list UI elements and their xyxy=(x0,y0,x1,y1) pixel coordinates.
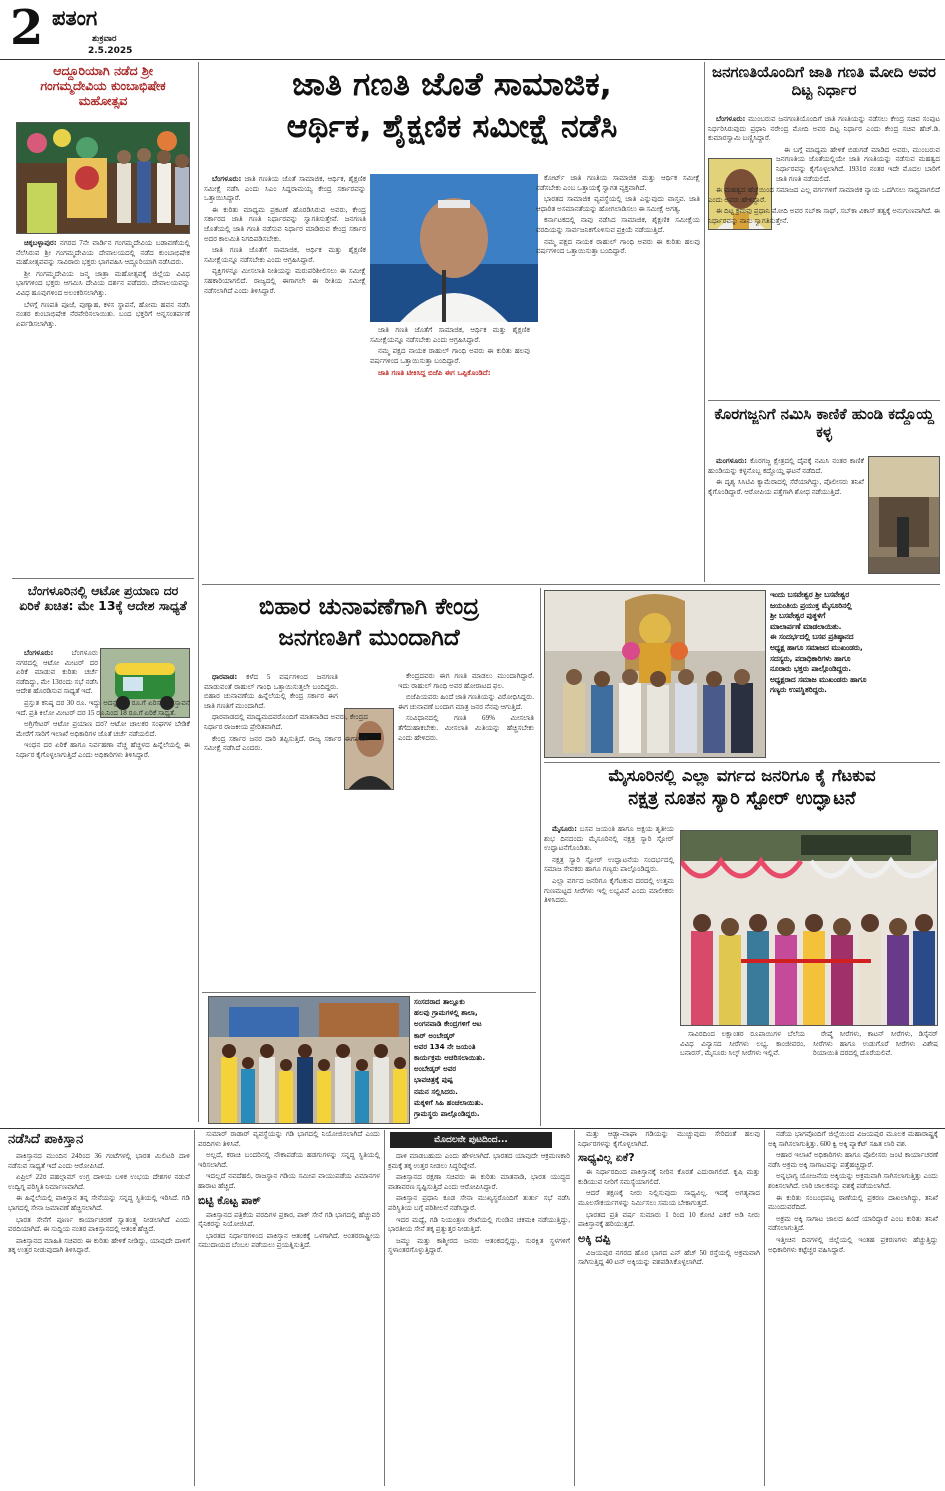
right-mid-headline: ಕೊರಗಜ್ಜನಿಗೆ ನಮಿಸಿ ಕಾಣಿಕೆ ಹುಂಡಿ ಕದ್ದೊಯ್ದ ಕಳ್ಳ xyxy=(714,405,934,441)
left-story-2-dateline: ಬೆಂಗಳೂರು: xyxy=(24,648,54,657)
bottom-col-2: ಸುಮಾರ್ ರಾಡಾರ್ ವ್ಯವಸ್ಥೆಯನ್ನು ಗಡಿ ಭಾಗದಲ್ಲಿ ನಿಯೋಜಿಸಲಾಗಿದೆ ಎಂದು ವರದಿಗಳು ತಿಳಿಸಿವೆ. ಅಲ್ಲದೆ, ಕರಾಚಿ ಬಂದರಿನಲ್ಲಿ ನೌಕಾಪಡೆಯ ಹಡಗುಗಳನ್ನು ಸನ್ನದ್ಧ ಸ್ಥಿತಿಯಲ್ಲಿ ಇರಿಸಲಾಗಿದೆ. ಇದಲ್ಲದೆ ನವದೆಹಲಿ, ರಾಜಸ್ಥಾನ ಗಡಿಯ ಸಮೀಪ ವಾಯುಪಡೆಯ ವಿಮಾನಗಳ ಹಾರಾಟ ಹೆಚ್ಚಿದೆ. ಬಿಟ್ಟಿ ಕೊಟ್ಟ ಪಾಕ್ ಪಾಕಿಸ್ತಾನದ ಪತ್ರಿಕೆಯ ವರದಿಗಳ ಪ್ರಕಾರ, ಪಾಕ್ ಸೇನೆ ಗಡಿ ಭಾಗದಲ್ಲಿ ಹೆಚ್ಚುವರಿ ಸೈನಿಕರನ್ನು ನಿಯೋಜಿಸಿದೆ. ಭಾರತದ ನಿರ್ಧಾರಗಳಿಂದ ಪಾಕಿಸ್ತಾನ ಆತಂಕಕ್ಕೆ ಒಳಗಾಗಿದೆ. ಅಂತರರಾಷ್ಟ್ರೀಯ ಸಮುದಾಯದ ಬೆಂಬಲ ಪಡೆಯಲು ಪ್ರಯತ್ನಿಸುತ್ತಿದೆ. xyxy=(198,1130,380,1250)
mysore-story xyxy=(544,766,940,1126)
right-top-body: ಬೆಂಗಳೂರು: ಮುಂಬರುವ ಜನಗಣತಿಯೊಂದಿಗೆ ಜಾತಿ ಗಣತಿಯನ್ನು ನಡೆಸಲು ಕೇಂದ್ರ ಸಚಿವ ಸಂಪುಟ ನಿರ್ಧರಿಸಿರುವುದು ಪ್ರಧಾನಿ ನರೇಂದ್ರ ಮೋದಿ ಅವರ ದಿಟ್ಟ ನಿರ್ಧಾರ ಎಂದು ಕೇಂದ್ರ ಸಚಿವ ಹೆಚ್.ಡಿ. ಕುಮಾರಸ್ವಾಮಿ ಬಣ್ಣಿಸಿದ್ದಾರೆ. ಈ ಬಗ್ಗೆ ಮಾಧ್ಯಮ ಹೇಳಿಕೆ ಬಿಡುಗಡೆ ಮಾಡಿದ ಅವರು, ಮುಂಬರುವ ಜನಗಣತಿಯ ಜೊತೆಯಲ್ಲಿಯೇ ಜಾತಿ ಗಣತಿಯನ್ನು ನಡೆಸುವ ಮಹತ್ವದ ನಿರ್ಧಾರವನ್ನು ಕೈಗೊಳ್ಳಲಾಗಿದೆ. 1931ರ ನಂತರ ಇದೇ ಮೊದಲ ಬಾರಿಗೆ ಜಾತಿ ಗಣತಿ ನಡೆಯಲಿದೆ. ಈ ಮಹತ್ವದ ಹೆಜ್ಜೆಯಿಂದ ಸಮಾಜದ ಎಲ್ಲ ವರ್ಗಗಳಿಗೆ ಸಾಮಾಜಿಕ ನ್ಯಾಯ ಒದಗಿಸಲು ಸಾಧ್ಯವಾಗಲಿದೆ ಎಂದು ಅವರು ಹೇಳಿದ್ದಾರೆ. ಈ ದಿಟ್ಟ ಕ್ರಮವು ಪ್ರಧಾನಿ ಮೋದಿ ಅವರ ಸಬ್‌ಕಾ ಸಾಥ್, ಸಬ್‌ಕಾ ವಿಕಾಸ್ ತತ್ವಕ್ಕೆ ಅನುಗುಣವಾಗಿದೆ. ಈ ನಿರ್ಧಾರವನ್ನು ನಾನು ಸ್ವಾಗತಿಸುತ್ತೇನೆ. xyxy=(708,114,940,225)
saree-store-photo-graphic xyxy=(681,831,938,1026)
bottom-col-1: ಪಾಕಿಸ್ತಾನದ ಮುಂದಿನ 24ರಿಂದ 36 ಗಂಟೆಗಳಲ್ಲಿ ಭಾರತ ಮಿಲಿಟರಿ ದಾಳಿ ನಡೆಸುವ ಸಾಧ್ಯತೆ ಇದೆ ಎಂದು ಆರೋಪಿಸಿದೆ. ಏಪ್ರಿಲ್ 22ರ ಪಹಲ್ಗಾಮ್ ಉಗ್ರ ದಾಳಿಯ ಬಳಿಕ ಉಭಯ ದೇಶಗಳ ನಡುವೆ ಉದ್ವಿಗ್ನ ಪರಿಸ್ಥಿತಿ ನಿರ್ಮಾಣವಾಗಿದೆ. ಈ ಹಿನ್ನೆಲೆಯಲ್ಲಿ ಪಾಕಿಸ್ತಾನ ತನ್ನ ಸೇನೆಯನ್ನು ಸನ್ನದ್ಧ ಸ್ಥಿತಿಯಲ್ಲಿ ಇರಿಸಿದೆ. ಗಡಿ ಭಾಗದಲ್ಲಿ ಸೇನಾ ಜಮಾವಣೆ ಹೆಚ್ಚಿಸಲಾಗಿದೆ. ಭಾರತ ಸೇನೆಗೆ ಪೂರ್ಣ ಕಾರ್ಯಾಚರಣೆ ಸ್ವಾತಂತ್ರ್ಯ ನೀಡಲಾಗಿದೆ ಎಂದು ವರದಿಯಾಗಿದೆ. ಈ ಸುದ್ದಿಯ ನಂತರ ಪಾಕಿಸ್ತಾನದಲ್ಲಿ ಆತಂಕ ಹೆಚ್ಚಿದೆ. ಪಾಕಿಸ್ತಾನದ ಮಾಹಿತಿ ಸಚಿವರು ಈ ಕುರಿತು ಹೇಳಿಕೆ ನೀಡಿದ್ದು, ಯಾವುದೇ ದಾಳಿಗೆ ತಕ್ಕ ಉತ್ತರ ನೀಡುವುದಾಗಿ ತಿಳಿಸಿದ್ದಾರೆ. xyxy=(8,1152,190,1255)
bottom-col-3: ದಾಳಿ ಮಾಡಬಹುದು ಎಂದು ಹೇಳಲಾಗಿದೆ. ಭಾರತದ ಯಾವುದೇ ಆಕ್ರಮಣಕಾರಿ ಕ್ರಮಕ್ಕೆ ತಕ್ಕ ಉತ್ತರ ನೀಡಲು ಸಿದ್ಧರಿದ್ದೇವೆ. ಪಾಕಿಸ್ತಾನದ ರಕ್ಷಣಾ ಸಚಿವರು ಈ ಕುರಿತು ಮಾತನಾಡಿ, ಭಾರತ ಯುದ್ಧದ ವಾತಾವರಣ ಸೃಷ್ಟಿಸುತ್ತಿದೆ ಎಂದು ಆರೋಪಿಸಿದ್ದಾರೆ. ಪಾಕಿಸ್ತಾನ ಪ್ರಧಾನಿ ಕೂಡ ಸೇನಾ ಮುಖ್ಯಸ್ಥರೊಂದಿಗೆ ತುರ್ತು ಸಭೆ ನಡೆಸಿ ಪರಿಸ್ಥಿತಿಯ ಬಗ್ಗೆ ಪರಿಶೀಲನೆ ನಡೆಸಿದ್ದಾರೆ. ಇದರ ಮಧ್ಯೆ, ಗಡಿ ನಿಯಂತ್ರಣ ರೇಖೆಯಲ್ಲಿ ಗುಂಡಿನ ಚಕಮಕಿ ನಡೆಯುತ್ತಿದ್ದು, ಭಾರತೀಯ ಸೇನೆ ತಕ್ಕ ಪ್ರತ್ಯುತ್ತರ ನೀಡುತ್ತಿದೆ. ಜಮ್ಮು ಮತ್ತು ಕಾಶ್ಮೀರದ ಜನರು ಆತಂಕದಲ್ಲಿದ್ದು, ಸುರಕ್ಷಿತ ಸ್ಥಳಗಳಿಗೆ ಸ್ಥಳಾಂತರಗೊಳ್ಳುತ್ತಿದ್ದಾರೆ. xyxy=(388,1152,570,1255)
right-mid-story xyxy=(708,404,940,580)
lead-story-col-1: ಬೆಂಗಳೂರು: ಜಾತಿ ಗಣತಿಯ ಜೊತೆ ಸಾಮಾಜಿಕ, ಆರ್ಥಿಕ, ಶೈಕ್ಷಣಿಕ ಸಮೀಕ್ಷೆ ನಡೆಸಿ ಎಂದು ಸಿಎಂ ಸಿದ್ದರಾಮಯ್ಯ ಕೇಂದ್ರ ಸರ್ಕಾರವನ್ನು ಒತ್ತಾಯಿಸಿದ್ದಾರೆ. ಈ ಕುರಿತು ಮಾಧ್ಯಮ ಪ್ರಕಟಣೆ ಹೊರಡಿಸಿರುವ ಅವರು, ಕೇಂದ್ರ ಸರ್ಕಾರದ ಜಾತಿ ಗಣತಿ ನಿರ್ಧಾರವನ್ನು ಸ್ವಾಗತಿಸುತ್ತೇವೆ. ಜನಗಣತಿ ಜೊತೆಯಲ್ಲಿ ಜಾತಿ ಗಣತಿ ನಡೆಸುವ ನಿರ್ಧಾರ ಮಾಡಿರುವ ಕೇಂದ್ರ ಸರ್ಕಾರ ಅದರ ಕಾಲಮಿತಿ ನಿಗದಿಪಡಿಸಬೇಕು. ಜಾತಿ ಗಣತಿ ಜೊತೆಗೆ ಸಾಮಾಜಿಕ, ಆರ್ಥಿಕ ಮತ್ತು ಶೈಕ್ಷಣಿಕ ಸಮೀಕ್ಷೆಯನ್ನೂ ನಡೆಸಬೇಕು ಎಂದು ಆಗ್ರಹಿಸಿದ್ದಾರೆ. ವ್ಯಕ್ತಿಗಳನ್ನೂ ಮೀಸಲಾತಿ ನೀತಿಯನ್ನು ಮರುಪರಿಶೀಲಿಸಲು ಈ ಸಮೀಕ್ಷೆ ಸಹಕಾರಿಯಾಗಲಿದೆ. ರಾಜ್ಯದಲ್ಲಿ ಈಗಾಗಲೇ ಈ ರೀತಿಯ ಸಮೀಕ್ಷೆ ನಡೆಸಲಾಗಿದೆ ಎಂದು ತಿಳಿಸಿದ್ದಾರೆ. xyxy=(204,174,366,295)
politician-photo-graphic xyxy=(370,174,538,322)
bottom-col-5: ನಡೆಯ ಭಾಗವೊಂದಿಗೆ ಜಿಲ್ಲೆಯಿಂದ ವಿಜಯಪುರ ಮೂಲಕ ಮಹಾರಾಷ್ಟ್ರಕ್ಕೆ ಅಕ್ಕಿ ಸಾಗಿಸಲಾಗುತ್ತಿತ್ತು. 600 ಕ್ವಿ ಅಕ್ಕಿ ಪ್ಯಾಕೆಟ್ ಸಹಿತ ಲಾರಿ ವಶ. ಆಹಾರ ಇಲಾಖೆ ಅಧಿಕಾರಿಗಳು ಹಾಗೂ ಪೊಲೀಸರು ಜಂಟಿ ಕಾರ್ಯಾಚರಣೆ ನಡೆಸಿ ಅಕ್ರಮ ಅಕ್ಕಿ ಸಾಗಾಟವನ್ನು ಪತ್ತೆಹಚ್ಚಿದ್ದಾರೆ. ಅನ್ನಭಾಗ್ಯ ಯೋಜನೆಯ ಅಕ್ಕಿಯನ್ನು ಅಕ್ರಮವಾಗಿ ಸಾಗಿಸಲಾಗುತ್ತಿತ್ತು ಎಂದು ಶಂಕಿಸಲಾಗಿದೆ. ಲಾರಿ ಚಾಲಕನನ್ನು ವಶಕ್ಕೆ ಪಡೆಯಲಾಗಿದೆ. ಈ ಕುರಿತು ಸಂಬಂಧಪಟ್ಟ ಠಾಣೆಯಲ್ಲಿ ಪ್ರಕರಣ ದಾಖಲಾಗಿದ್ದು, ತನಿಖೆ ಮುಂದುವರೆದಿದೆ. ಅಕ್ರಮ ಅಕ್ಕಿ ಸಾಗಾಟ ಜಾಲದ ಹಿಂದೆ ಯಾರಿದ್ದಾರೆ ಎಂಬ ಕುರಿತು ತನಿಖೆ ನಡೆಸಲಾಗುತ್ತಿದೆ. ಇತ್ತೀಚಿನ ದಿನಗಳಲ್ಲಿ ಜಿಲ್ಲೆಯಲ್ಲಿ ಇಂತಹ ಪ್ರಕರಣಗಳು ಹೆಚ್ಚುತ್ತಿದ್ದು ಅಧಿಕಾರಿಗಳು ಕಟ್ಟೆಚ್ಚರ ವಹಿಸಿದ್ದಾರೆ. xyxy=(768,1130,938,1254)
bihar-story xyxy=(202,588,536,990)
continued-banner: ಮೊದಲನೇ ಪುಟದಿಂದ... xyxy=(390,1132,552,1148)
mysore-col-1: ಮೈಸೂರು: ಬಸವ ಜಯಂತಿ ಹಾಗೂ ಅಕ್ಷಯ ತೃತೀಯ ಶುಭ ದಿನದಂದು ಮೈಸೂರಿನಲ್ಲಿ ನಕ್ಷತ್ರ ಸ್ಯಾರಿ ಸ್ಟೋರ್ ಉದ್ಘಾಟನೆಗೊಂಡಿತು. ನಕ್ಷತ್ರ ಸ್ಯಾರಿ ಸ್ಟೋರ್ ಉದ್ಘಾಟನೆಯ ಸಂದರ್ಭದಲ್ಲಿ ಸಮಾಜ ಸೇವಕರು ಹಾಗೂ ಗಣ್ಯರು ಪಾಲ್ಗೊಂಡಿದ್ದರು. ಎಲ್ಲಾ ವರ್ಗದ ಜನರಿಗೂ ಕೈಗೆಟಕುವ ದರದಲ್ಲಿ ಉತ್ತಮ ಗುಣಮಟ್ಟದ ಸೀರೆಗಳು ಇಲ್ಲಿ ಲಭ್ಯವಿವೆ ಎಂದು ಮಾಲೀಕರು ತಿಳಿಸಿದರು. xyxy=(544,824,674,905)
right-top-dateline: ಬೆಂಗಳೂರು: xyxy=(716,114,746,123)
bihar-headline-line-1: ಬಿಹಾರ ಚುನಾವಣೆಗಾಗಿ ಕೇಂದ್ರ xyxy=(258,594,480,620)
left-story-1-body: ಚಿಕ್ಕಬಳ್ಳಾಪುರ: ನಗರದ 7ನೇ ವಾರ್ಡಿನ ಗಂಗಮ್ಮದೇವಿಯ ಬಡಾವಣೆಯಲ್ಲಿ ನೆಲೆಸಿರುವ ಶ್ರೀ ಗಂಗಮ್ಮದೇವಿಯ ದೇವಾಲಯದಲ್ಲಿ ನಡೆದ ಕುಂಬಾಭಿಷೇಕ ಮಹೋತ್ಸವವನ್ನು ಸಾವಿರಾರು ಭಕ್ತರು ಭಾಗವಹಿಸಿ ಆದ್ದೂರಿಯಾಗಿ ನಡೆಸಿದರು. ಶ್ರೀ ಗಂಗಮ್ಮದೇವಿಯ ಜನ್ಮ ಜಾತ್ರಾ ಮಹೋತ್ಸವಕ್ಕೆ ಜಿಲ್ಲೆಯ ವಿವಿಧ ಭಾಗಗಳಿಂದ ಭಕ್ತರು ಆಗಮಿಸಿ ದೇವಿಯ ದರ್ಶನ ಪಡೆದರು. ದೇವಾಲಯವನ್ನು ವಿವಿಧ ಹೂವುಗಳಿಂದ ಅಲಂಕರಿಸಲಾಗಿತ್ತು. ಬೆಳಗ್ಗೆ ಗಣಪತಿ ಪೂಜೆ, ಪುಣ್ಯಾಹ, ಕಳಸ ಸ್ಥಾಪನೆ, ಹೋಮ ಹವನ ನಡೆಸಿ ನಂತರ ಕುಂಬಾಭಿಷೇಕ ನೆರವೇರಿಸಲಾಯಿತು. ಬಂದ ಭಕ್ತರಿಗೆ ಅನ್ನಸಂತರ್ಪಣೆ ಏರ್ಪಡಿಸಲಾಗಿತ್ತು. xyxy=(16,238,191,328)
left-story-1-headline: ಆದ್ದೂರಿಯಾಗಿ ನಡೆದ ಶ್ರೀ ಗಂಗಮ್ಮದೇವಿಯ ಕುಂಬಾಭಿಷೇಕ ಮಹೋತ್ಸವ xyxy=(40,63,166,108)
left-story-2-body: ಬೆಂಗಳೂರು: ಬೆಂಗಳೂರು ನಗರದಲ್ಲಿ ಆಟೋ ಮೀಟರ್ ದರ ಏರಿಕೆ ಮಾಡುವ ಕುರಿತು ಚರ್ಚೆ ನಡೆದಿದ್ದು, ಮೇ 13ರಂದು ಸಭೆ ನಡೆಸಿ ಆದೇಶ ಹೊರಡಿಸುವ ಸಾಧ್ಯತೆ ಇದೆ. ಪ್ರಸ್ತುತ ಕನಿಷ್ಠ ದರ 30 ರೂ. ಇದ್ದು ಅದನ್ನು 36 ರೂ.ಗೆ ಏರಿಸುವ ಪ್ರಸ್ತಾವನೆ ಇದೆ. ಪ್ರತಿ ಕಿಲೋ ಮೀಟರ್ ದರ 15 ರೂ.ನಿಂದ 18 ರೂ.ಗೆ ಏರಿಕೆ ಸಾಧ್ಯತೆ. ಅಗ್ರಿಗೇಟರ್ ಆಟೋ ಪ್ರಯಾಣ ದರ? ಆಟೋ ಚಾಲಕರ ಸಂಘಗಳ ಬೇಡಿಕೆ ಮೇರೆಗೆ ಸಾರಿಗೆ ಇಲಾಖೆ ಅಧಿಕಾರಿಗಳ ಜೊತೆ ಚರ್ಚೆ ನಡೆಯಲಿದೆ. ಇಂಧನ ದರ ಏರಿಕೆ ಹಾಗೂ ನಿರ್ವಹಣಾ ವೆಚ್ಚ ಹೆಚ್ಚಳದ ಹಿನ್ನೆಲೆಯಲ್ಲಿ ಈ ನಿರ್ಧಾರ ಕೈಗೊಳ್ಳಲಾಗುತ್ತಿದೆ ಎಂದು ಅಧಿಕಾರಿಗಳು ತಿಳಿಸಿದ್ದಾರೆ. xyxy=(16,648,190,759)
masthead xyxy=(6,4,206,58)
lead-story-col-3: ಕೋರ್ಟ್ ಜಾತಿ ಗಣತಿಯ ಸಾಮಾಜಿಕ ಮತ್ತು ಆರ್ಥಿಕ ಸಮೀಕ್ಷೆ ನಡೆಸಬೇಕು ಎಂಬ ಒತ್ತಾಯಕ್ಕೆ ಸ್ವಾಗತ ವ್ಯಕ್ತವಾಗಿದೆ. ಭಾರತದ ಸಾಮಾಜಿಕ ವ್ಯವಸ್ಥೆಯಲ್ಲಿ ಜಾತಿ ಎನ್ನುವುದು ವಾಸ್ತವ. ಜಾತಿ ಆಧಾರಿತ ಅಸಮಾನತೆಯನ್ನು ಹೋಗಲಾಡಿಸಲು ಈ ಸಮೀಕ್ಷೆ ಅಗತ್ಯ. ಕರ್ನಾಟಕದಲ್ಲಿ ನಾವು ನಡೆಸಿದ ಸಾಮಾಜಿಕ, ಶೈಕ್ಷಣಿಕ ಸಮೀಕ್ಷೆಯ ವರದಿಯನ್ನು ಸಾರ್ವಜನಿಕಗೊಳಿಸುವ ಪ್ರಕ್ರಿಯೆ ನಡೆಯುತ್ತಿದೆ. ನಮ್ಮ ಪಕ್ಷದ ನಾಯಕ ರಾಹುಲ್ ಗಾಂಧಿ ಅವರು ಈ ಕುರಿತು ಹಲವು ವರ್ಷಗಳಿಂದ ಒತ್ತಾಯಿಸುತ್ತಾ ಬಂದಿದ್ದಾರೆ. xyxy=(536,174,700,256)
bihar-col-1: ಧಾರವಾಡ: ಕಳೆದ 5 ವರ್ಷಗಳಿಂದ ಜನಗಣತಿ ಮಾಡುವಂತೆ ರಾಹುಲ್ ಗಾಂಧಿ ಒತ್ತಾಯಿಸುತ್ತಲೇ ಬಂದಿದ್ದರು. ಬಿಹಾರ ಚುನಾವಣೆಯ ಹಿನ್ನೆಲೆಯಲ್ಲಿ ಕೇಂದ್ರ ಸರ್ಕಾರ ಈಗ ಜಾತಿ ಗಣತಿಗೆ ಮುಂದಾಗಿದೆ. ಧಾರವಾಡದಲ್ಲಿ ಮಾಧ್ಯಮದವರೊಂದಿಗೆ ಮಾತನಾಡಿದ ಅವರು, ಕೇಂದ್ರದ ನಿರ್ಧಾರ ರಾಜಕೀಯ ಪ್ರೇರಿತವಾಗಿದೆ. ಕೇಂದ್ರ ಸರ್ಕಾರ ಜನರ ದಾರಿ ತಪ್ಪಿಸುತ್ತಿದೆ. ರಾಜ್ಯ ಸರ್ಕಾರ ಈಗಾಗಲೇ ಸಮೀಕ್ಷೆ ನಡೆಸಿದೆ ಎಂದರು. xyxy=(204,672,368,753)
koragajja-temple-photo xyxy=(868,456,940,574)
left-story-2 xyxy=(12,582,194,1122)
bottom-col-4: ಮತ್ತು ಆಡ್ಟಾ-ವಾಘಾ ಗಡಿಯನ್ನು ಮುಚ್ಚುವುದು ಸೇರಿದಂತೆ ಹಲವು ನಿರ್ಧಾರಗಳನ್ನು ಕೈಗೊಳ್ಳಲಾಗಿದೆ. ಸಾಧ್ಯವಿಲ್ಲ ಏಕೆ? ಈ ನಿರ್ಧಾರದಿಂದ ಪಾಕಿಸ್ತಾನಕ್ಕೆ ನೀರಿನ ಕೊರತೆ ಎದುರಾಗಲಿದೆ. ಕೃಷಿ ಮತ್ತು ಕುಡಿಯುವ ನೀರಿಗೆ ಸಮಸ್ಯೆಯಾಗಲಿದೆ. ಆದರೆ ತಕ್ಷಣಕ್ಕೆ ನೀರು ನಿಲ್ಲಿಸುವುದು ಸಾಧ್ಯವಿಲ್ಲ. ಇದಕ್ಕೆ ಅಗತ್ಯವಾದ ಮೂಲಸೌಕರ್ಯಗಳನ್ನು ನಿರ್ಮಿಸಲು ಸಮಯ ಬೇಕಾಗುತ್ತದೆ. ಭಾರತದ ಪ್ರತಿ ವರ್ಷ ಸುಮಾರು 1 ರಿಂದ 10 ಕೋಟಿ ಎಕರೆ ಅಡಿ ನೀರು ಪಾಕಿಸ್ತಾನಕ್ಕೆ ಹರಿಯುತ್ತದೆ. ಅಕ್ಕಿ ದಪ್ಪಿ ವಿಜಯಪುರ ನಗರದ ಹೊರ ಭಾಗದ ಎನ್ ಹೆಚ್ 50 ರಸ್ತೆಯಲ್ಲಿ ಅಕ್ರಮವಾಗಿ ಸಾಗಿಸುತ್ತಿದ್ದ 40 ಟನ್ ಅಕ್ಕಿಯನ್ನು ವಶಪಡಿಸಿಕೊಳ್ಳಲಾಗಿದೆ. xyxy=(578,1130,760,1267)
right-top-story xyxy=(708,62,940,397)
siddaramaiah-photo xyxy=(370,174,538,322)
masthead-date: 2.5.2025 xyxy=(88,46,133,56)
ambedkar-caption: ಸಂಸದರಾದ ತಾಲ್ಲೂಕು ಹಲವು ಗ್ರಾಮಗಳಲ್ಲಿ ಶಾಲಾ, ಅಂಗನವಾಡಿ ಕೇಂದ್ರಗಳಿಗೆ ಆಟ ಕಾರ್ ಅಂಬೇಡ್ಕರ್ ಅವರ 134 ನೇ ಜಯಂತಿ ಕಾರ್ಯಕ್ರಮ ಆಚರಿಸಲಾಯಿತು. ಅಂಬೇಡ್ಕರ್ ಅವರ ಭಾವಚಿತ್ರಕ್ಕೆ ಪುಷ್ಪ ನಮನ ಸಲ್ಲಿಸಿದರು. ಮಕ್ಕಳಿಗೆ ಸಿಹಿ ಹಂಚಲಾಯಿತು. ಗ್ರಾಮಸ್ಥರು ಪಾಲ್ಗೊಂಡಿದ್ದರು. xyxy=(414,997,486,1119)
page-number: 2 xyxy=(10,4,44,56)
basaveshwara-statue-photo xyxy=(544,590,766,758)
lead-dateline: ಬೆಂಗಳೂರು: xyxy=(212,174,242,183)
bottom-subhead-3: ಅಕ್ಕಿ ದಪ್ಪಿ xyxy=(578,1231,611,1245)
ambedkar-jayanti-photo xyxy=(208,996,410,1124)
bottom-headline: ನಡೆಸಿದೆ ಪಾಕಿಸ್ತಾನ xyxy=(8,1132,84,1147)
bihar-col-2: ಕೇಂದ್ರದವರು ಈಗ ಗಣತಿ ಮಾಡಲು ಮುಂದಾಗಿದ್ದಾರೆ. ಇದು ರಾಹುಲ್ ಗಾಂಧಿ ಅವರ ಹೋರಾಟದ ಫಲ. ಬಿಜೆಪಿಯವರು ಹಿಂದೆ ಜಾತಿ ಗಣತಿಯನ್ನು ವಿರೋಧಿಸಿದ್ದರು. ಈಗ ಚುನಾವಣೆ ಬಂದಾಗ ಮಾತ್ರ ಜನರ ನೆನಪು ಆಗುತ್ತಿದೆ. ಸಂವಿಧಾನದಲ್ಲಿ ಗಣತಿ 69% ಮೀಸಲಾತಿ ತೆಗೆದುಹಾಕಬೇಕು. ಮೀಸಲಾತಿ ಮಿತಿಯನ್ನು ಹೆಚ್ಚಿಸಬೇಕು ಎಂದು ಹೇಳಿದರು. xyxy=(398,672,534,742)
lead-headline-line-2: ಆರ್ಥಿಕ, ಶೈಕ್ಷಣಿಕ ಸಮೀಕ್ಷೆ ನಡೆಸಿ xyxy=(286,106,618,145)
right-mid-dateline: ಮಂಗಳೂರು: xyxy=(716,456,747,465)
bihar-headline-line-2: ಜನಗಣತಿಗೆ ಮುಂದಾಗಿದೆ xyxy=(278,625,460,652)
mysore-headline-line-1: ಮೈಸೂರಿನಲ್ಲಿ ಎಲ್ಲಾ ವರ್ಗದ ಜನರಿಗೂ ಕೈ ಗೆಟಕುವ xyxy=(608,766,876,785)
lead-story xyxy=(202,62,702,582)
lead-headline-line-1: ಜಾತಿ ಗಣತಿ ಜೊತೆ ಸಾಮಾಜಿಕ, xyxy=(292,65,612,103)
saree-store-inauguration-photo xyxy=(680,830,938,1026)
masthead-day: ಶುಕ್ರವಾರ xyxy=(92,34,117,44)
basaveshwara-photo-graphic xyxy=(545,591,766,758)
lead-story-col-2: ಜಾತಿ ಗಣತಿ ಜೊತೆಗೆ ಸಾಮಾಜಿಕ, ಆರ್ಥಿಕ ಮತ್ತು ಶೈಕ್ಷಣಿಕ ಸಮೀಕ್ಷೆಯನ್ನೂ ನಡೆಸಬೇಕು ಎಂದು ಆಗ್ರಹಿಸಿದ್ದಾರೆ. ನಮ್ಮ ಪಕ್ಷದ ನಾಯಕ ರಾಹುಲ್ ಗಾಂಧಿ ಅವರು ಈ ಕುರಿತು ಹಲವು ವರ್ಷಗಳಿಂದ ಒತ್ತಾಯಿಸುತ್ತಾ ಬಂದಿದ್ದಾರೆ. ಜಾತಿ ಗಣತಿ ಟೀಕಿಸಿದ್ದ ಬಿಜೆಪಿ ಈಗ ಒಪ್ಪಿಕೊಂಡಿದೆ: xyxy=(370,326,530,378)
gangamma-temple-photo xyxy=(16,122,190,234)
left-story-2-headline: ಬೆಂಗಳೂರಿನಲ್ಲಿ ಆಟೋ ಪ್ರಯಾಣ ದರ ಏರಿಕೆ ಖಚಿತ: ಮೇ 13ಕ್ಕೆ ಆದೇಶ ಸಾಧ್ಯತೆ xyxy=(19,583,187,613)
left-story-1-dateline: ಚಿಕ್ಕಬಳ್ಳಾಪುರ: xyxy=(24,238,57,247)
koragajja-photo-graphic xyxy=(869,457,940,574)
basaveshwara-caption: ಇಂದು ಬಸವೇಶ್ವರ ಶ್ರೀ ಬಸವೇಶ್ವರ ಜಯಂತಿಯ ಪ್ರಯುಕ್ತ ಮೈಸೂರಿನಲ್ಲಿ ಶ್ರೀ ಬಸವೇಶ್ವರ ಪುತ್ಥಳಿಗೆ ಮಾಲಾರ್ಪಣೆ ಮಾಡಲಾಯಿತು. ಈ ಸಂದರ್ಭದಲ್ಲಿ ಬಸವ ಪ್ರತಿಷ್ಠಾನದ ಅಧ್ಯಕ್ಷ ಹಾಗೂ ಸಮಾಜದ ಮುಖಂಡರು, ಸದಸ್ಯರು, ಪದಾಧಿಕಾರಿಗಳು ಹಾಗೂ ನೂರಾರು ಭಕ್ತರು ಪಾಲ್ಗೊಂಡಿದ್ದರು. ಅಧ್ಯಕ್ಷರಾದ ಸಮಾಜ ಮುಖಂಡರು ಹಾಗೂ ಗಣ್ಯರು ಉಪಸ್ಥಿತರಿದ್ದರು. xyxy=(770,590,867,695)
paper-name: ಪತಂಗ xyxy=(52,6,98,30)
ambedkar-photo-graphic xyxy=(209,997,410,1124)
mysore-dateline: ಮೈಸೂರು: xyxy=(552,824,577,833)
mysore-col-2: ಸಾವಿರದಿಂದ ಲಕ್ಷಾಂತರ ರೂಪಾಯಿಗಳ ಬೆಲೆಯ ವಿವಿಧ ವಿನ್ಯಾಸದ ಸೀರೆಗಳು ಲಭ್ಯ. ಕಾಂಜೀವರಂ, ಬನಾರಸ್, ಮೈಸೂರು ಸಿಲ್ಕ್ ಸೀರೆಗಳು ಇಲ್ಲಿವೆ. ರೇಷ್ಮೆ ಸೀರೆಗಳು, ಕಾಟನ್ ಸೀರೆಗಳು, ಡಿಸೈನರ್ ಸೀರೆಗಳು ಹಾಗೂ ಉಡುಗೊರೆ ಸೀರೆಗಳು ವಿಶೇಷ ರಿಯಾಯಿತಿ ದರದಲ್ಲಿ ದೊರೆಯಲಿವೆ. xyxy=(680,1030,938,1058)
bottom-subhead-2: ಸಾಧ್ಯವಿಲ್ಲ ಏಕೆ? xyxy=(578,1151,635,1165)
lead-subhead: ಜಾತಿ ಗಣತಿ ಟೀಕಿಸಿದ್ದ ಬಿಜೆಪಿ ಈಗ ಒಪ್ಪಿಕೊಂಡಿದೆ: xyxy=(378,368,491,378)
right-mid-body: ಮಂಗಳೂರು: ಕೊರಗಜ್ಜ ಕ್ಷೇತ್ರದಲ್ಲಿ ದೈವಕ್ಕೆ ನಮಿಸಿ ನಂತರ ಕಾಣಿಕೆ ಹುಂಡಿಯನ್ನು ಕಳ್ಳನೊಬ್ಬ ಕದ್ದೊಯ್ದ ಘಟನೆ ನಡೆದಿದೆ. ಈ ದೃಶ್ಯ ಸಿಸಿಟಿವಿ ಕ್ಯಾಮೆರಾದಲ್ಲಿ ಸೆರೆಯಾಗಿದ್ದು, ಪೊಲೀಸರು ತನಿಖೆ ಕೈಗೊಂಡಿದ್ದಾರೆ. ಆರೋಪಿಯ ಪತ್ತೆಗಾಗಿ ಶೋಧ ನಡೆಯುತ್ತಿದೆ. xyxy=(708,456,864,496)
bihar-dateline: ಧಾರವಾಡ: xyxy=(212,672,238,681)
right-top-headline: ಜನಗಣತಿಯೊಂದಿಗೆ ಜಾತಿ ಗಣತಿ ಮೋದಿ ಅವರ ದಿಟ್ಟ ನಿರ್ಧಾರ xyxy=(712,63,936,99)
bottom-subhead-1: ಬಿಟ್ಟಿ ಕೊಟ್ಟ ಪಾಕ್ xyxy=(198,1193,261,1207)
temple-photo-graphic xyxy=(17,123,190,234)
mysore-headline-line-2: ನಕ್ಷತ್ರ ನೂತನ ಸ್ಯಾರಿ ಸ್ಟೋರ್ ಉದ್ಘಾಟನೆ xyxy=(628,788,856,810)
bottom-section xyxy=(4,1130,940,1488)
